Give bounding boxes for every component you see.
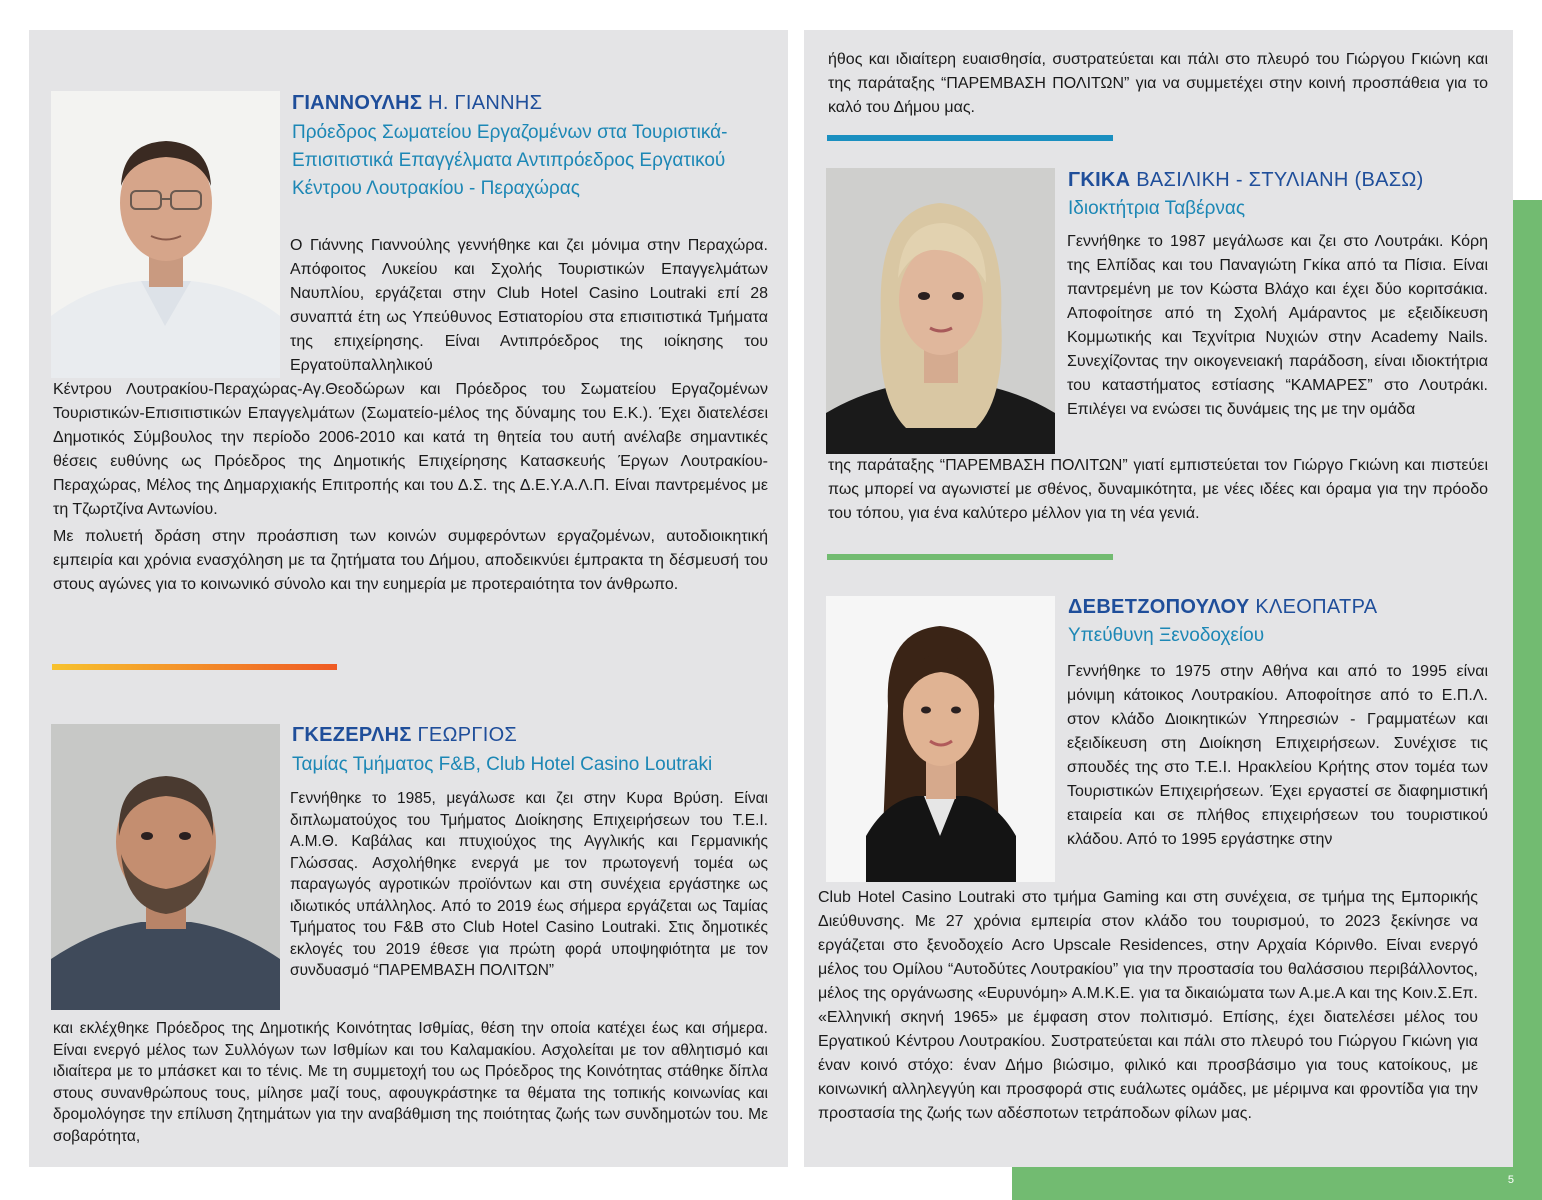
surname: ΔΕΒΕΤΖΟΠΟΥΛΟΥ xyxy=(1068,596,1250,618)
given-name: ΚΛΕΟΠΑΤΡΑ xyxy=(1249,596,1378,618)
role-gkika: Ιδιοκτήτρια Ταβέρνας xyxy=(1068,198,1246,219)
bio-full-giannoulis: Κέντρου Λουτρακίου-Περαχώρας-Αγ.Θεοδώρων και Πρόεδρος του Σωματείου Εργαζομένων Τουριστικών-Επισιτιστικών Επαγγελμάτων (Σωματείο-μέλος της δύναμης του Ε.Κ.). Έχει διατελέσει Δημοτικός Σύμβουλος την περίοδο 2006-2010 και κατά τη θητεία του αυτή ανέλαβε σημαντικές θέσεις ευθύνης ως Πρόεδρος της Δημοτικής Επιχείρησης Κατασκευής Έργων Λουτρακίου-Περαχώρας, Μέλος της Δημαρχιακής Επιτροπής και του Δ.Σ. της Δ.Ε.Υ.Α.Λ.Π. Είναι παντρεμένος με τη Τζωρτζίνα Αντωνίου. xyxy=(53,381,768,518)
bio-side-giannoulis: Ο Γιάννης Γιαννούλης γεννήθηκε και ζει μόνιμα στην Περαχώρα. Απόφοιτος Λυκείου και Σχολής Τουριστικών Επαγγελμάτων Ναυπλίου, εργάζεται στην Club Hotel Casino Loutraki επί 28 συναπτά έτη ως Υπεύθυνος Εστιατορίου στα επισιτιστικά Τμήματα της επιχείρησης. Είναι Αντιπρόεδρος της ιοίκησης του Εργατοϋπαλληλικού xyxy=(290,237,768,374)
divider-green xyxy=(827,554,1113,560)
bio-full-gkika: της παράταξης “ΠΑΡΕΜΒΑΣΗ ΠΟΛΙΤΩΝ” γιατί εμπιστεύεται τον Γιώργο Γκιώνη και πιστεύει πως μπορεί να αγωνιστεί με σθένος, δυναμικότητα, με νέες ιδέες και όραμα για την πρόοδο του τόπου, για ένα καλύτερο μέλλον για τη νέα γενιά. xyxy=(828,457,1488,522)
given-name: ΓΕΩΡΓΙΟΣ xyxy=(411,724,518,746)
photo-gkezerlis xyxy=(51,724,280,1010)
name-giannoulis xyxy=(292,92,542,115)
given-name: Η. ΓΙΑΝΝΗΣ xyxy=(422,92,543,114)
photo-gkika xyxy=(826,168,1055,454)
divider-orange xyxy=(52,664,337,670)
name-gkezerlis xyxy=(292,724,517,747)
right-panel xyxy=(804,30,1513,1167)
bio-side-gkezerlis: Γεννήθηκε το 1985, μεγάλωσε και ζει στην Κυρα Βρύση. Είναι διπλωματούχος του Τμήματος Διοίκησης Επιχειρήσεων του Τ.Ε.Ι. Α.Μ.Θ. Καβάλας και πτυχιούχος της Αγγλικής και Γερμανικής Γλώσσας. Ασχολήθηκε ενεργά με τον πρωτογενή τομέα ως παραγωγός αγροτικών προϊόντων και στη συνέχεια εργάστηκε ως ιδιωτικός υπάλληλος. Από το 2019 έως σήμερα εργάζεται ως Ταμίας Τμήματος του F&B στο Club Hotel Casino Loutraki. Στις δημοτικές εκλογές του 2019 έθεσε για πρώτη φορά υποψηφιότητα με τον συνδυασμό “ΠΑΡΕΜΒΑΣΗ ΠΟΛΙΤΩΝ” xyxy=(290,790,768,979)
left-panel xyxy=(29,30,788,1167)
photo-devetzopoulou xyxy=(826,596,1055,882)
role-devetzopoulou: Υπεύθυνη Ξενοδοχείου xyxy=(1068,625,1265,646)
role-giannoulis: Πρόεδρος Σωματείου Εργαζομένων στα Τουριστικά-Επισιτιστικά Επαγγέλματα Αντιπρόεδρος Εργατικού Κέντρου Λουτρακίου - Περαχώρας xyxy=(292,122,728,199)
bio-side-devetzopoulou: Γεννήθηκε το 1975 στην Αθήνα και από το 1995 είναι μόνιμη κάτοικος Λουτρακίου. Αποφοίτησε από το Ε.Π.Λ. στον κλάδο Διοικητικών Υπηρεσιών - Γραμματέων και εξειδίκευση στη Διοίκηση Επιχειρήσεων. Συνέχισε τις σπουδές της στο Τ.Ε.Ι. Ηρακλείου Κρήτης στον τομέα των Τουριστικών Επιχειρήσεων. Έχει εργαστεί σε διαφημιστική εταιρεία και σε πλήθος επιχειρήσεων του τουριστικού κλάδου. Από το 1995 εργάστηκε στην xyxy=(1067,663,1488,848)
bio-full-2-giannoulis: Με πολυετή δράση στην προάσπιση των κοινών συμφερόντων εργαζομένων, αυτοδιοικητική εμπειρία και χρόνια ενασχόληση με τα ζητήματα του Δήμου, αποδεικνύει έμπρακτα τη δέσμευσή του στους αγώνες για το κοινωνικό σύνολο και την ευημερία με προτεραιότητα τον άνθρωπο. xyxy=(53,528,768,593)
surname: ΓΚΕΖΕΡΛΗΣ xyxy=(292,724,412,746)
divider-blue xyxy=(827,135,1113,141)
role-gkezerlis: Ταμίας Τμήματος F&B, Club Hotel Casino Loutraki xyxy=(292,754,713,775)
bio-continuation-gkezerlis: ήθος και ιδιαίτερη ευαισθησία, συστρατεύεται και πάλι στο πλευρό του Γιώργου Γκιώνη και της παράταξης “ΠΑΡΕΜΒΑΣΗ ΠΟΛΙΤΩΝ” για να συμμετέχει στην κοινή προσπάθεια για το καλό του Δήμου μας. xyxy=(828,51,1488,116)
bio-side-gkika: Γεννήθηκε το 1987 μεγάλωσε και ζει στο Λουτράκι. Κόρη της Ελπίδας και του Παναγιώτη Γκίκα από τα Πίσια. Είναι παντρεμένη με τον Κώστα Βλάχο και έχει δύο κοριτσάκια. Αποφοίτησε από τη Σχολή Αμάραντος με εξειδίκευση Κομμωτικής και Τεχνίτρια Νυχιών στην Academy Nails. Συνεχίζοντας την οικογενειακή παράδοση, είναι ιδιοκτήτρια του καταστήματος εστίασης “ΚΑΜΑΡΕΣ” στο Λουτράκι. Επιλέγει να ενώσει τις δυνάμεις της με την ομάδα xyxy=(1067,233,1488,418)
surname: ΓΙΑΝΝΟΥΛΗΣ xyxy=(292,92,423,114)
name-gkika xyxy=(1068,169,1424,192)
surname: ΓΚΙΚΑ xyxy=(1068,169,1131,191)
given-name: ΒΑΣΙΛΙΚΗ - ΣΤΥΛΙΑΝΗ (ΒΑΣΩ) xyxy=(1130,169,1424,191)
name-devetzopoulou xyxy=(1068,596,1377,619)
page-number: 5 xyxy=(1507,1174,1514,1186)
bio-full-gkezerlis: και εκλέχθηκε Πρόεδρος της Δημοτικής Κοινότητας Ισθμίας, θέση την οποία κατέχει έως και σήμερα. Είναι ενεργό μέλος των Συλλόγων των Ισθμίων και του Καλαμακίου. Ασχολείται με τον αθλητισμό και ιδιαίτερα με το μπάσκετ και το τένις. Με τη συμμετοχή του ως Πρόεδρος της Κοινότητας στάθηκε δίπλα στους συνανθρώπους τους, μίλησε μαζί τους, αφουγκράστηκε τα θέματα της τοπικής κοινωνίας και δρομολόγησε την επίλυση ζητημάτων για την αναβάθμιση της ποιότητας ζωής των συνδημοτών του. Με σοβαρότητα, xyxy=(53,1020,768,1145)
bio-full-devetzopoulou: Club Hotel Casino Loutraki στο τμήμα Gaming και στη συνέχεια, σε τμήμα της Εμπορικής Διεύθυνσης. Με 27 χρόνια εμπειρία στον κλάδο του τουρισμού, το 2023 ξεκίνησε να εργάζεται στο ξενοδοχείο Acro Upscale Residences, στην Αρχαία Κόρινθο. Είναι ενεργό μέλος του Ομίλου “Αυτοδύτες Λουτρακίου” για την προστασία του θαλάσσιου περιβάλλοντος, μέλος της οργάνωσης «Ευρυνόμη» Α.Μ.Κ.Ε. για τα δικαιώματα των Α.με.Α και της Κοιν.Σ.Επ. «Ελληνική σκηνή 1965» με έμφαση στον πολιτισμό. Επίσης, έχει διατελέσει μέλος του Εργατικού Κέντρου Λουτρακίου. Συστρατεύεται και πάλι στο πλευρό του Γιώργου Γκιώνη για έναν κοινό στόχο: έναν Δήμο βιώσιμο, φιλικό και προσβάσιμο για τους κατοίκους, με κοινωνική αλληλεγγύη και προσφορά στις ευάλωτες ομάδες, με μέριμνα και φροντίδα για την προστασία της ζωής των αδέσποτων τετράποδων φίλων μας. xyxy=(818,889,1478,1122)
photo-giannoulis xyxy=(51,91,280,378)
